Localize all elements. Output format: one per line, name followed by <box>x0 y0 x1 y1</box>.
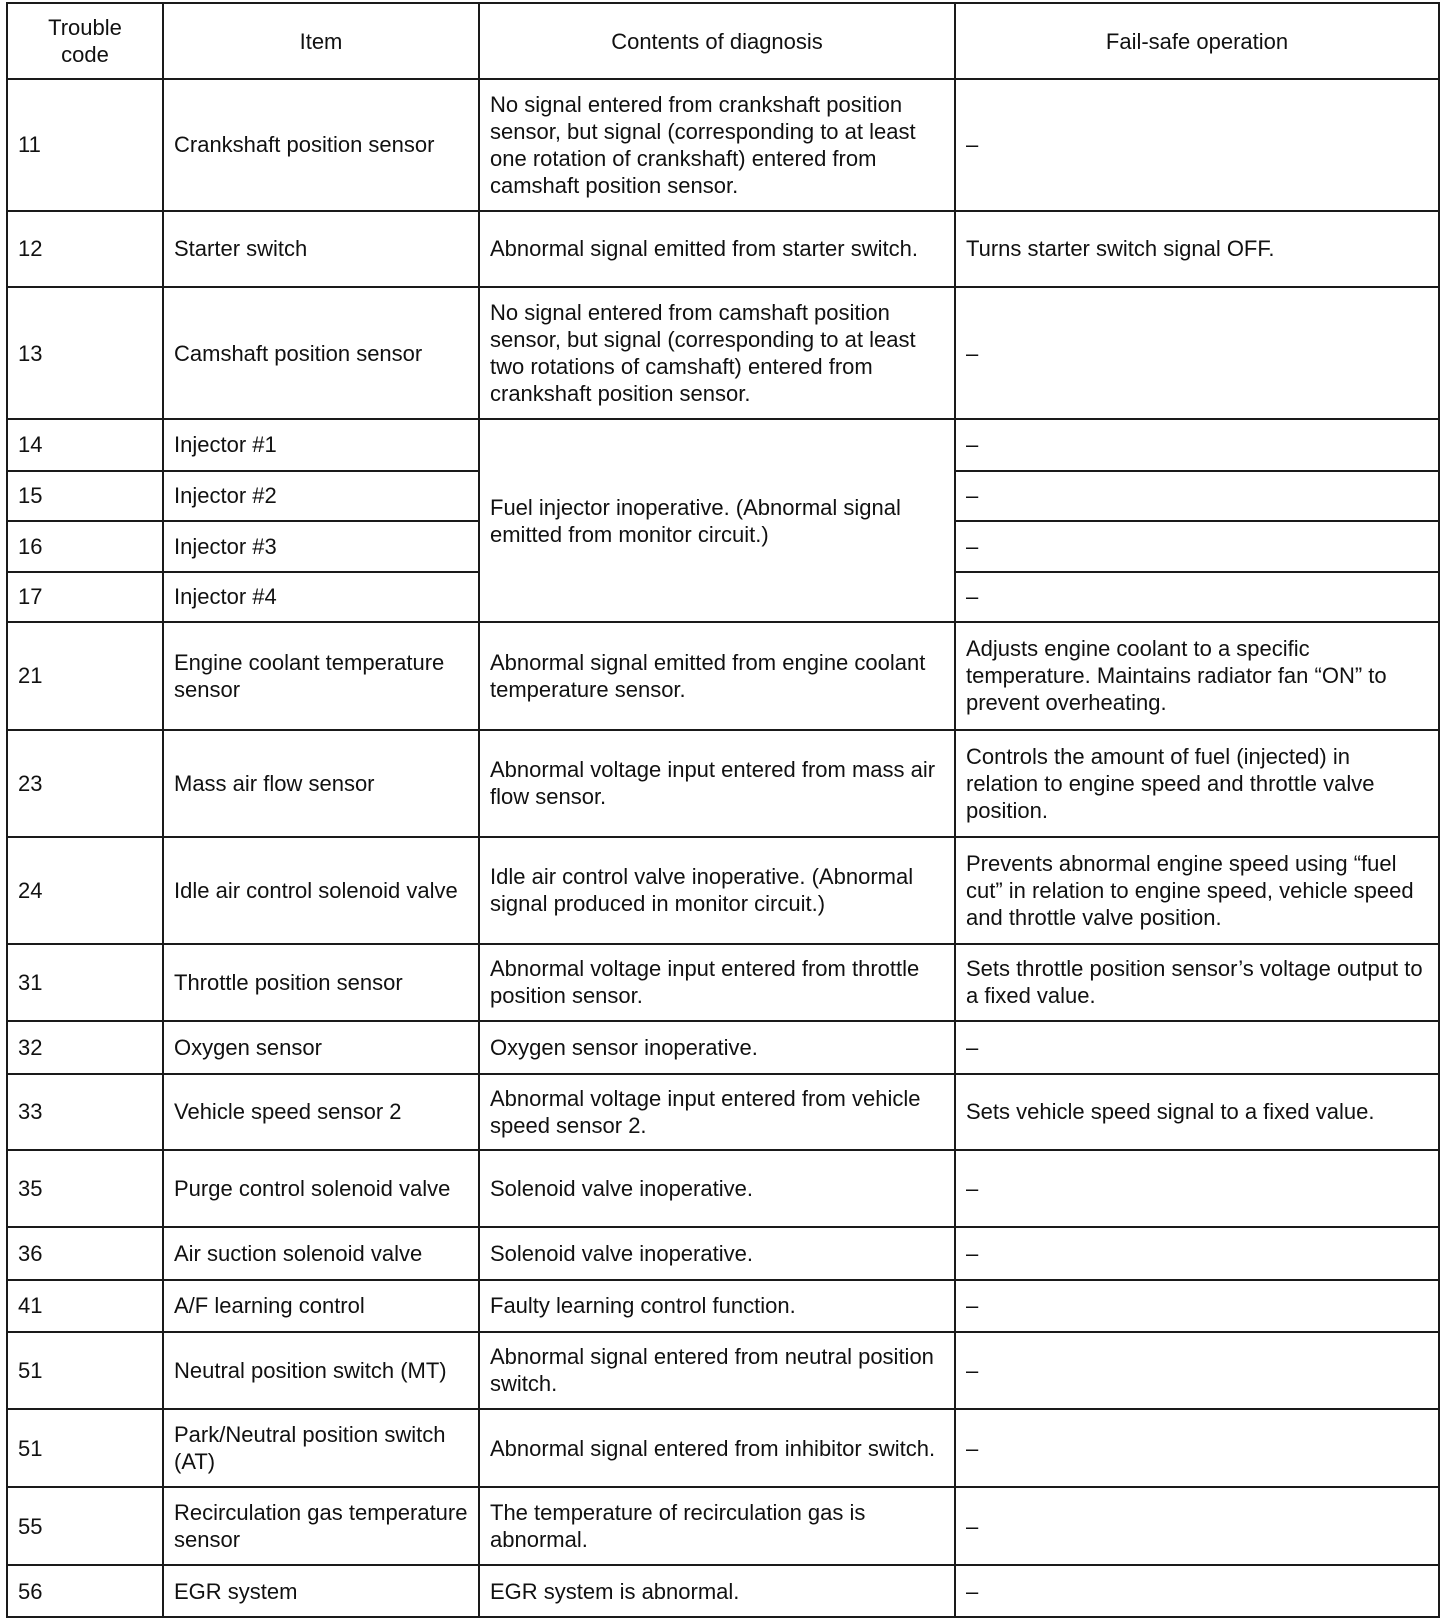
trouble-code: 15 <box>7 471 163 522</box>
table-row <box>7 622 1439 729</box>
table-row <box>7 837 1439 944</box>
item-cell: Injector #3 <box>163 521 479 572</box>
contents-cell: EGR system is abnormal. <box>479 1565 955 1617</box>
contents-cell: Solenoid valve inoperative. <box>479 1150 955 1227</box>
table-row <box>7 1332 1439 1410</box>
table-row <box>7 1565 1439 1617</box>
failsafe-cell: Prevents abnormal engine speed using “fuel cut” in relation to engine speed, vehicle speed and throttle valve position. <box>955 837 1439 944</box>
trouble-code: 41 <box>7 1280 163 1332</box>
failsafe-cell: Sets vehicle speed signal to a fixed value. <box>955 1074 1439 1151</box>
item-cell: Idle air control solenoid valve <box>163 837 479 944</box>
table-row <box>7 1409 1439 1487</box>
trouble-code: 24 <box>7 837 163 944</box>
item-cell: Injector #2 <box>163 471 479 522</box>
failsafe-cell: – <box>955 1280 1439 1332</box>
trouble-code-table <box>6 2 1440 1618</box>
contents-cell: Abnormal signal emitted from engine coolant temperature sensor. <box>479 622 955 729</box>
trouble-code: 51 <box>7 1332 163 1410</box>
header-failsafe: Fail-safe operation <box>955 3 1439 79</box>
item-cell: Purge control solenoid valve <box>163 1150 479 1227</box>
failsafe-cell: – <box>955 1565 1439 1617</box>
trouble-code: 56 <box>7 1565 163 1617</box>
item-cell: Neutral position switch (MT) <box>163 1332 479 1410</box>
item-cell: A/F learning control <box>163 1280 479 1332</box>
failsafe-cell: – <box>955 1409 1439 1487</box>
contents-cell: Abnormal voltage input entered from vehicle speed sensor 2. <box>479 1074 955 1151</box>
trouble-code: 23 <box>7 730 163 837</box>
header-trouble-code: Trouble code <box>7 3 163 79</box>
table-row <box>7 287 1439 419</box>
table-row <box>7 1150 1439 1227</box>
table-row <box>7 79 1439 211</box>
contents-cell: Abnormal voltage input entered from throttle position sensor. <box>479 944 955 1021</box>
table-row <box>7 419 1439 471</box>
item-cell: Starter switch <box>163 211 479 288</box>
header-contents: Contents of diagnosis <box>479 3 955 79</box>
failsafe-cell: – <box>955 521 1439 572</box>
trouble-code: 13 <box>7 287 163 419</box>
failsafe-cell: Controls the amount of fuel (injected) in relation to engine speed and throttle valve position. <box>955 730 1439 837</box>
item-cell: Crankshaft position sensor <box>163 79 479 211</box>
failsafe-cell: – <box>955 287 1439 419</box>
failsafe-cell: – <box>955 1150 1439 1227</box>
trouble-code: 36 <box>7 1227 163 1280</box>
trouble-code: 35 <box>7 1150 163 1227</box>
trouble-code: 21 <box>7 622 163 729</box>
contents-cell: No signal entered from crankshaft position sensor, but signal (corresponding to at least one rotation of crankshaft) entered from camshaft position sensor. <box>479 79 955 211</box>
failsafe-cell: – <box>955 1227 1439 1280</box>
contents-cell: Abnormal signal entered from neutral position switch. <box>479 1332 955 1410</box>
contents-cell: Oxygen sensor inoperative. <box>479 1021 955 1074</box>
trouble-code: 11 <box>7 79 163 211</box>
trouble-code: 12 <box>7 211 163 288</box>
item-cell: Recirculation gas temperature sensor <box>163 1487 479 1565</box>
item-cell: EGR system <box>163 1565 479 1617</box>
trouble-code: 51 <box>7 1409 163 1487</box>
failsafe-cell: – <box>955 471 1439 522</box>
contents-cell: The temperature of recirculation gas is abnormal. <box>479 1487 955 1565</box>
failsafe-cell: – <box>955 572 1439 623</box>
item-cell: Vehicle speed sensor 2 <box>163 1074 479 1151</box>
table-row <box>7 1487 1439 1565</box>
table-row <box>7 730 1439 837</box>
failsafe-cell: – <box>955 1021 1439 1074</box>
item-cell: Injector #4 <box>163 572 479 623</box>
trouble-code: 32 <box>7 1021 163 1074</box>
trouble-code: 55 <box>7 1487 163 1565</box>
table-row <box>7 1227 1439 1280</box>
contents-cell: Solenoid valve inoperative. <box>479 1227 955 1280</box>
contents-cell: Abnormal signal emitted from starter switch. <box>479 211 955 288</box>
failsafe-cell: – <box>955 1332 1439 1410</box>
failsafe-cell: – <box>955 419 1439 471</box>
failsafe-cell: – <box>955 1487 1439 1565</box>
item-cell: Oxygen sensor <box>163 1021 479 1074</box>
contents-cell: Fuel injector inoperative. (Abnormal signal emitted from monitor circuit.) <box>479 419 955 622</box>
trouble-code: 14 <box>7 419 163 471</box>
item-cell: Air suction solenoid valve <box>163 1227 479 1280</box>
contents-cell: Abnormal voltage input entered from mass air flow sensor. <box>479 730 955 837</box>
table-row <box>7 1280 1439 1332</box>
item-cell: Mass air flow sensor <box>163 730 479 837</box>
contents-cell: No signal entered from camshaft position sensor, but signal (corresponding to at least two rotations of camshaft) entered from crankshaft position sensor. <box>479 287 955 419</box>
failsafe-cell: Adjusts engine coolant to a specific temperature. Maintains radiator fan “ON” to prevent overheating. <box>955 622 1439 729</box>
trouble-code: 16 <box>7 521 163 572</box>
header-row <box>7 3 1439 79</box>
item-cell: Throttle position sensor <box>163 944 479 1021</box>
table-row <box>7 1021 1439 1074</box>
trouble-code: 17 <box>7 572 163 623</box>
item-cell: Camshaft position sensor <box>163 287 479 419</box>
contents-cell: Idle air control valve inoperative. (Abnormal signal produced in monitor circuit.) <box>479 837 955 944</box>
table-row <box>7 1074 1439 1151</box>
trouble-code: 33 <box>7 1074 163 1151</box>
failsafe-cell: Sets throttle position sensor’s voltage output to a fixed value. <box>955 944 1439 1021</box>
failsafe-cell: Turns starter switch signal OFF. <box>955 211 1439 288</box>
contents-cell: Faulty learning control function. <box>479 1280 955 1332</box>
table-row <box>7 944 1439 1021</box>
failsafe-cell: – <box>955 79 1439 211</box>
item-cell: Park/Neutral position switch (AT) <box>163 1409 479 1487</box>
header-item: Item <box>163 3 479 79</box>
item-cell: Engine coolant temperature sensor <box>163 622 479 729</box>
contents-cell: Abnormal signal entered from inhibitor switch. <box>479 1409 955 1487</box>
table-row <box>7 211 1439 288</box>
item-cell: Injector #1 <box>163 419 479 471</box>
trouble-code: 31 <box>7 944 163 1021</box>
